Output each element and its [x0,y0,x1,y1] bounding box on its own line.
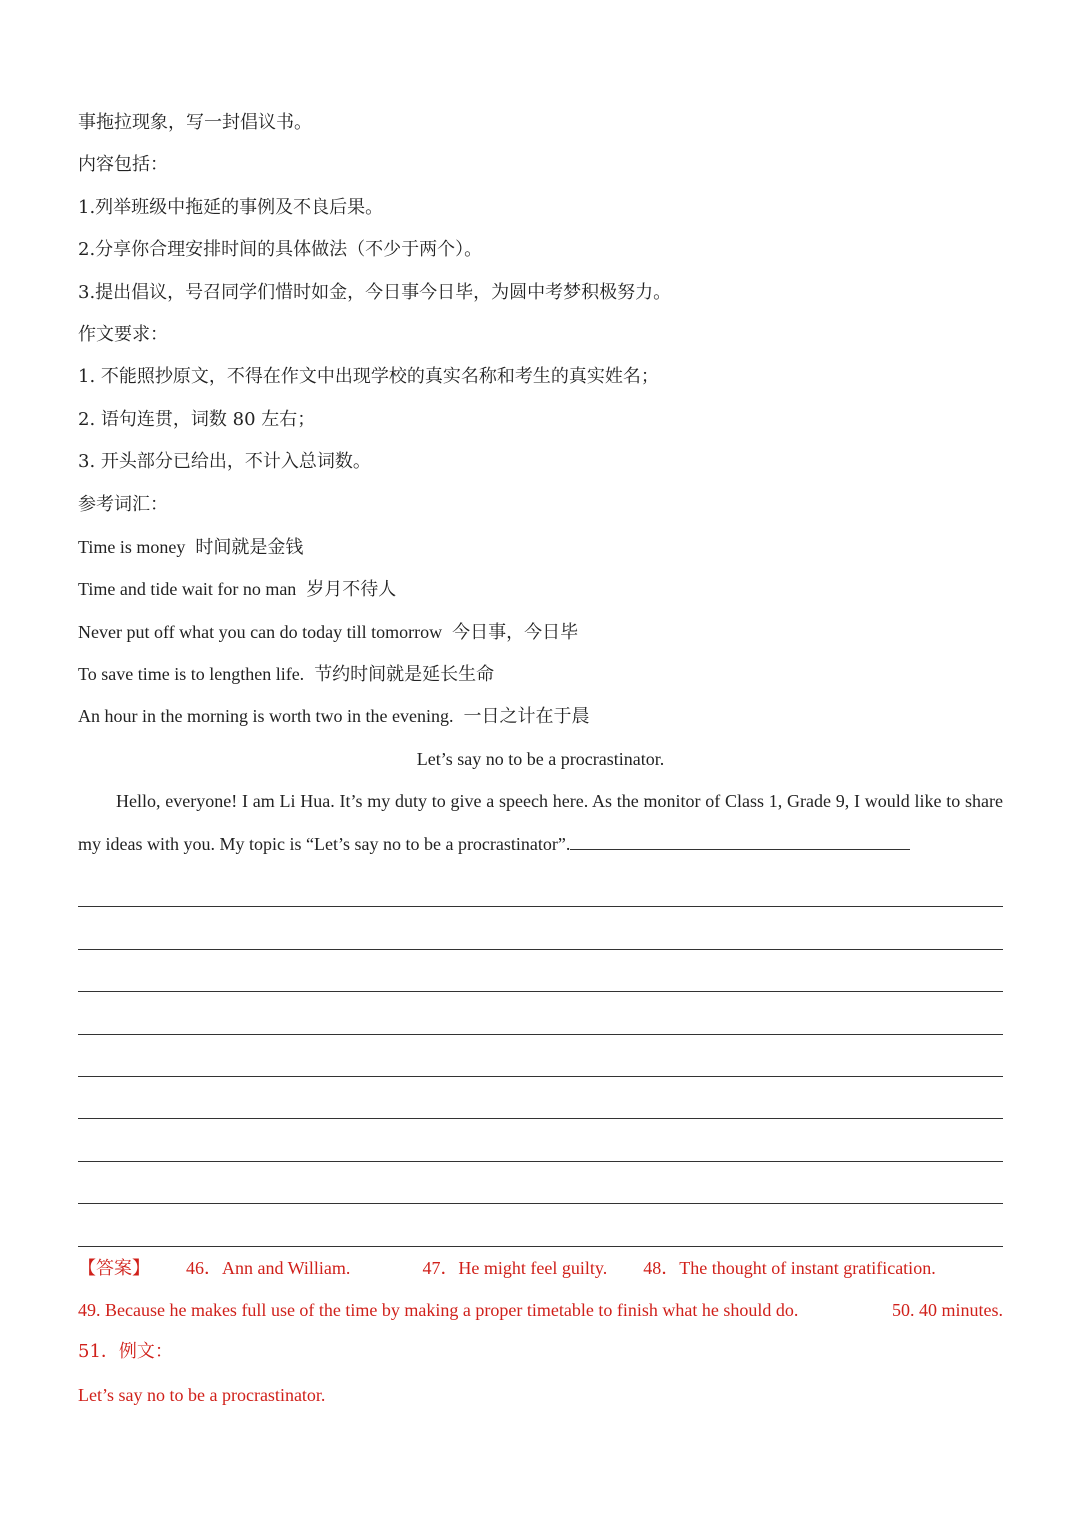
vocab-phrase: An hour in the morning is worth two in the evening. [78,706,454,727]
vocab-gloss: 一日之计在于晨 [463,706,590,728]
content-point-1: 1.列举班级中拖延的事例及不良后果。 [78,196,384,218]
vocab-item [78,526,1003,568]
writing-blank[interactable] [570,833,910,850]
vocab-heading: 参考词汇： [78,493,168,515]
vocab-gloss: 今日事，今日毕 [452,621,579,643]
writing-line[interactable] [78,1162,1003,1204]
requirement-1: 1. 不能照抄原文，不得在作文中出现学校的真实名称和考生的真实姓名； [78,366,659,388]
answer-row [78,1289,1003,1331]
vocab-phrase: To save time is to lengthen life. [78,664,305,685]
writing-area[interactable] [78,865,1003,1247]
vocab-gloss: 岁月不待人 [306,579,397,601]
writing-line[interactable] [78,865,1003,907]
vocab-item [78,611,1003,653]
vocab-item [78,568,1003,610]
content-point-2: 2.分享你合理安排时间的具体做法（不少于两个）。 [78,239,483,261]
content-heading: 内容包括： [78,154,168,176]
vocab-item [78,695,1003,737]
essay-opening-text: Hello, everyone! I am Li Hua. It’s my duty to give a speech here. As the monitor of Class 1, Grade 9, I would like to share my ideas with you. My topic is “Let’s say no to be a procrastinator”. [78,791,1003,854]
writing-line[interactable] [78,1119,1003,1161]
vocab-gloss: 时间就是金钱 [195,536,304,558]
answer-label: 【答案】 [78,1257,150,1279]
document-content [78,102,1003,1416]
intro-line: 事拖拉现象，写一封倡议书。 [78,112,312,133]
vocab-item [78,653,1003,695]
answer-section [78,1247,1003,1417]
answer-46-text: 46．Ann and William. [186,1257,351,1278]
answer-49: 49. Because he makes full use of the time by making a proper timetable to finish what he should do. [78,1299,799,1320]
content-point-3: 3.提出倡议，号召同学们惜时如金，今日事今日毕，为圆中考梦积极努力。 [78,281,672,303]
writing-line[interactable] [78,1204,1003,1246]
writing-line[interactable] [78,1077,1003,1119]
vocab-gloss: 节约时间就是延长生命 [314,664,495,686]
writing-line[interactable] [78,907,1003,949]
answer-46 [78,1247,386,1289]
answer-row [78,1247,1003,1289]
essay-title: Let’s say no to be a procrastinator. [416,748,665,769]
vocab-phrase: Time and tide wait for no man [78,579,297,600]
writing-line[interactable] [78,1035,1003,1077]
requirement-2: 2. 语句连贯，词数 80 左右； [78,408,316,430]
answer-50: 50. 40 minutes. [892,1299,1003,1320]
requirements-heading: 作文要求： [78,323,168,345]
requirement-3: 3. 开头部分已给出，不计入总词数。 [78,451,371,473]
essay-opening-paragraph [78,780,1003,865]
writing-line[interactable] [78,950,1003,992]
vocab-phrase: Never put off what you can do today till tomorrow [78,621,443,642]
writing-line[interactable] [78,992,1003,1034]
vocab-phrase: Time is money [78,536,186,557]
answer-51: 51．例文： [78,1341,173,1363]
answer-48: 48．The thought of instant gratification. [643,1257,936,1278]
answer-47: 47．He might feel guilty. [422,1257,608,1278]
sample-essay-title: Let’s say no to be a procrastinator. [78,1384,326,1405]
